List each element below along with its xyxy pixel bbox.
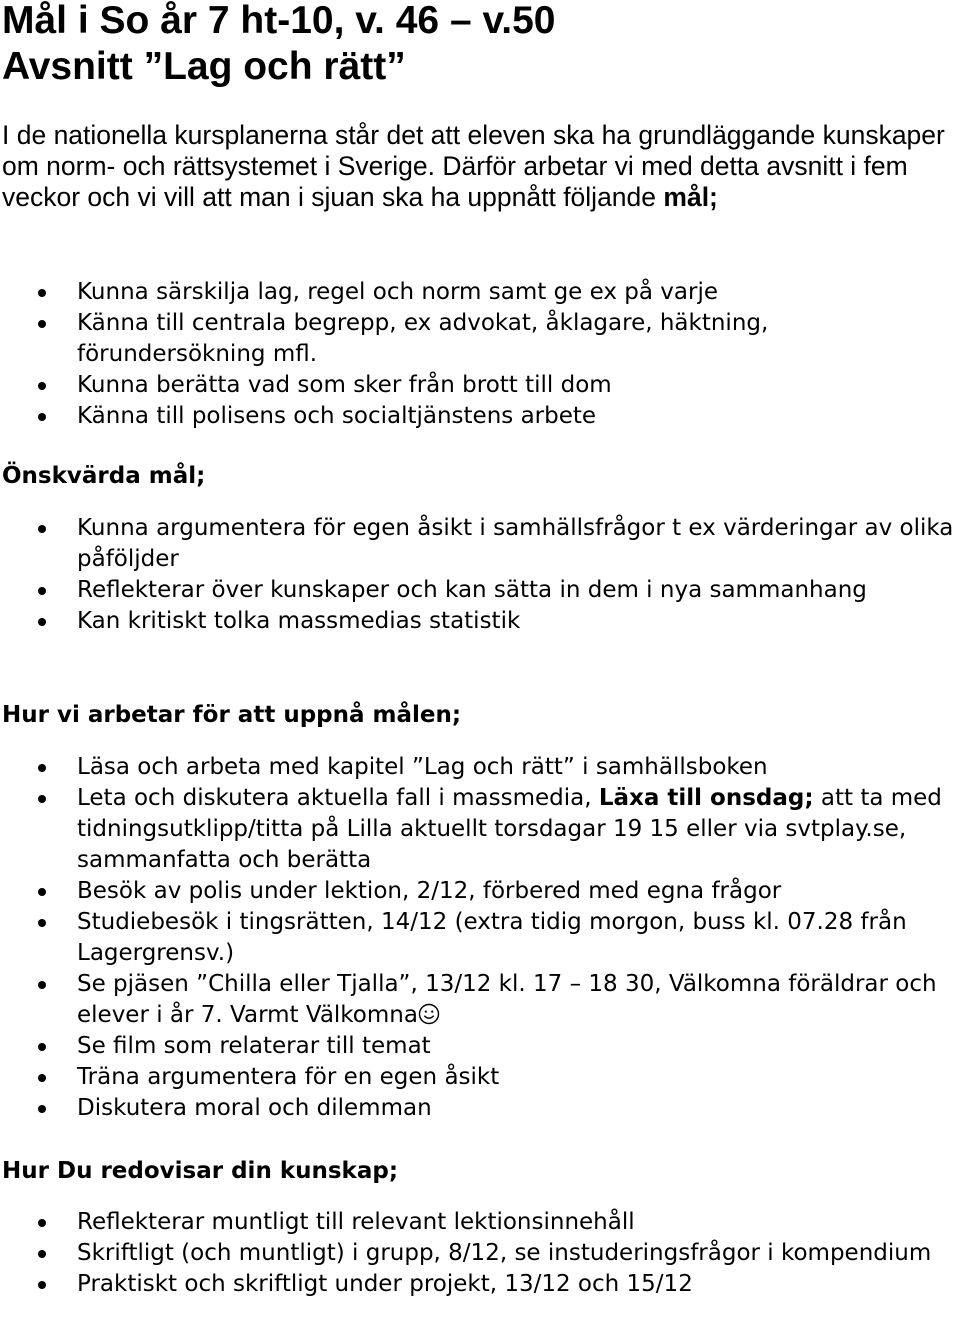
smiley-icon (418, 1003, 440, 1025)
list-item: Praktiskt och skriftligt under projekt, 13/12 och 15/12 (0, 1269, 960, 1300)
bullet-icon (38, 413, 46, 421)
list-item: Besök av polis under lektion, 2/12, förbered med egna frågor (0, 876, 960, 907)
bullet-icon (38, 888, 46, 896)
list-item: Reflekterar över kunskaper och kan sätta in dem i nya sammanhang (0, 575, 960, 606)
bullet-icon (38, 919, 46, 927)
bullet-icon (38, 525, 46, 533)
list-item: Läsa och arbeta med kapitel ”Lag och rätt” i samhällsboken (0, 752, 960, 783)
bullet-icon (38, 981, 46, 989)
bullet-icon (38, 618, 46, 626)
list-item: Kan kritiskt tolka massmedias statistik (0, 606, 960, 637)
bullet-icon (38, 382, 46, 390)
report-heading: Hur Du redovisar din kunskap; (2, 1158, 399, 1184)
list-item: Reflekterar muntligt till relevant lektionsinnehåll (0, 1207, 960, 1238)
list-item: Studiebesök i tingsrätten, 14/12 (extra tidig morgon, buss kl. 07.28 från Lagergrensv.) (0, 907, 960, 969)
list-item: Kunna argumentera för egen åsikt i samhällsfrågor t ex värderingar av olika påföljder (0, 513, 960, 575)
page-subtitle: Avsnitt ”Lag och rätt” (2, 45, 406, 88)
intro-paragraph (2, 120, 957, 213)
bullet-icon (38, 1043, 46, 1051)
list-item: Leta och diskutera aktuella fall i massmedia, Läxa till onsdag; att ta med tidningsutklipp/titta på Lilla aktuellt torsdagar 19 15 eller via svtplay.se, sammanfatta och berätta (0, 783, 960, 876)
intro-bold-text: mål; (663, 182, 718, 212)
list-item: Diskutera moral och dilemman (0, 1093, 960, 1124)
report-list (0, 1207, 960, 1300)
bullet-icon (38, 1250, 46, 1258)
homework-label: Läxa till onsdag; (598, 785, 814, 811)
intro-text: I de nationella kursplanerna står det att eleven ska ha grundläggande kunskaper om norm- och rättsystemet i Sverige. Därför arbetar vi med detta avsnitt i fem veckor och vi vill att man i sjuan ska ha uppnått följande (2, 120, 945, 212)
bullet-icon (38, 795, 46, 803)
list-item: Kunna berätta vad som sker från brott till dom (0, 370, 960, 401)
list-item: Se pjäsen ”Chilla eller Tjalla”, 13/12 kl. 17 – 18 30, Välkomna föräldrar och elever i år 7. Varmt Välkomna (0, 969, 960, 1031)
bullet-icon (38, 1105, 46, 1113)
bullet-icon (38, 764, 46, 772)
bullet-icon (38, 1281, 46, 1289)
page-title: Mål i So år 7 ht-10, v. 46 – v.50 (2, 0, 556, 42)
goals-list (0, 277, 960, 432)
list-item: Kunna särskilja lag, regel och norm samt ge ex på varje (0, 277, 960, 308)
bullet-icon (38, 1074, 46, 1082)
work-list (0, 752, 960, 1124)
bullet-icon (38, 320, 46, 328)
list-item: Skriftligt (och muntligt) i grupp, 8/12, se instuderingsfrågor i kompendium (0, 1238, 960, 1269)
desired-goals-list (0, 513, 960, 637)
bullet-icon (38, 289, 46, 297)
list-item: Se film som relaterar till temat (0, 1031, 960, 1062)
list-item: Känna till centrala begrepp, ex advokat, åklagare, häktning, förundersökning mfl. (0, 308, 960, 370)
bullet-icon (38, 1219, 46, 1227)
list-item: Känna till polisens och socialtjänstens arbete (0, 401, 960, 432)
work-heading: Hur vi arbetar för att uppnå målen; (2, 702, 462, 728)
bullet-icon (38, 587, 46, 595)
list-item: Träna argumentera för en egen åsikt (0, 1062, 960, 1093)
desired-goals-heading: Önskvärda mål; (2, 463, 206, 489)
